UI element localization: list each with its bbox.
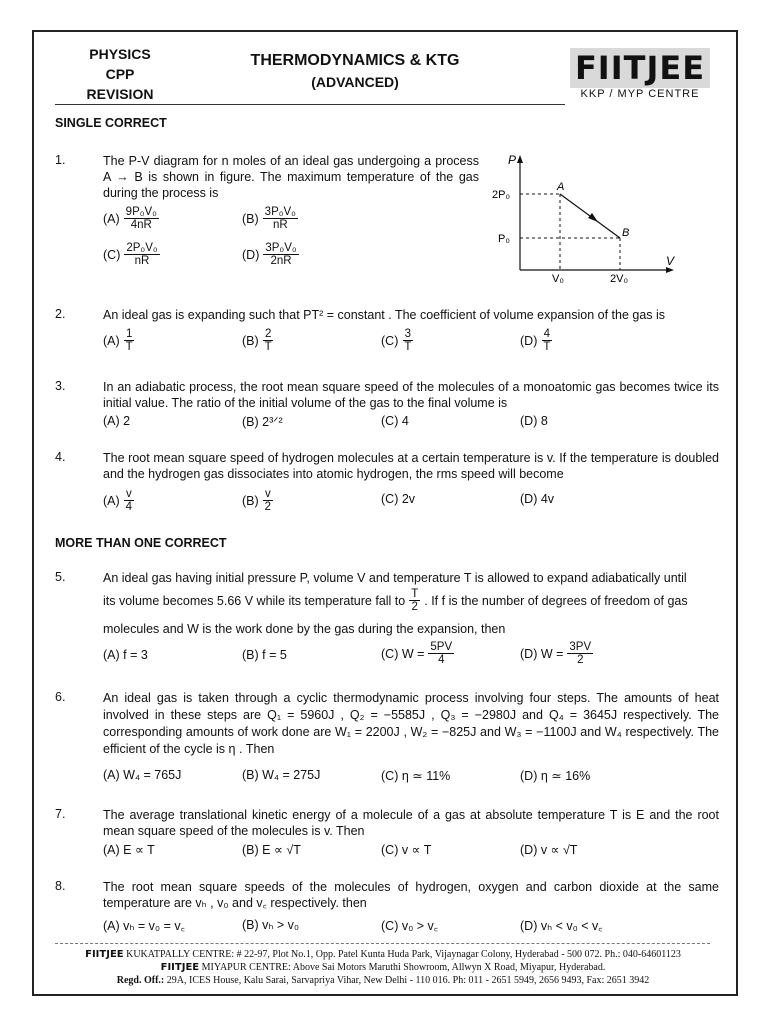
title-block (210, 52, 500, 90)
q4-number: 4. (55, 450, 66, 464)
q5-option-c: (C) W = $\frac{5PV}{4}$ (381, 641, 453, 666)
q4-option-a: (A) $\frac{v}{4}$ (103, 488, 133, 513)
label-2v0: 2V₀ (610, 273, 629, 285)
q1-text: The P-V diagram for n moles of an ideal gas undergoing a process A → B is shown in figure. The maximum temperature of the gas during the process is (103, 154, 479, 200)
q5-text-line3: molecules and W is the work done by the gas during the expansion, then (103, 622, 506, 636)
fiitjee-logo: FIITJEE (570, 48, 710, 88)
q3-number: 3. (55, 379, 66, 393)
label-v0: V₀ (552, 273, 564, 285)
q2-option-a: (A) $\frac{1}{T}$ (103, 328, 133, 353)
q4-option-b: (B) $\frac{v}{2}$ (242, 488, 272, 513)
footer-kukatpally: FIITJEE KUKATPALLY CENTRE: # 22-97, Plot No.1, Opp. Patel Kunta Huda Park, Vijaynagar Colony, Hyderabad - 500 072. Ph.: 040-64601123 (85, 949, 681, 960)
q6-option-c: (C) η ≃ 11% (381, 769, 451, 783)
footer-logo: FIITJEE (85, 949, 124, 960)
q8-option-a: (A) vₕ = v₀ = v꜀ (103, 919, 185, 933)
header-divider (55, 104, 565, 105)
footer-regd-office: Regd. Off.: 29A, ICES House, Kalu Sarai, Sarvapriya Vihar, New Delhi - 110 016. Ph: 011 - 2651 5949, 2656 9493, Fax: 2651 3942 (116, 975, 650, 986)
q6-number: 6. (55, 690, 66, 704)
q6-text: An ideal gas is taken through a cyclic thermodynamic process involving four steps. The amounts of heat involved in these steps are Q₁ = 5960J , Q₂ = −5585J , Q₃ = −2980J and Q₄ = 3645J respectively. The corresponding amounts of work done are W₁ = 2200J , W₂ = −825J and W₃ = −1100J and W₄ respectively. The efficient of the cycle is η . Then (103, 691, 719, 756)
q8-text: The root mean square speeds of the molecules of hydrogen, oxygen and carbon dioxide at the same temperature are vₕ , v₀ and v꜀ respectively. then (103, 880, 719, 910)
q4-option-c: (C) 2v (381, 492, 416, 506)
q6-option-b: (B) W₄ = 275J (242, 768, 321, 782)
q5-option-a: (A) f = 3 (103, 648, 148, 662)
q7-option-a: (A) E ∝ T (103, 843, 155, 857)
label-p0: P₀ (498, 233, 510, 245)
q5-text-line2: its volume becomes 5.66 V while its temperature fall to $\frac{T}{2}$ . If f is the number of degrees of freedom of gas (103, 588, 688, 613)
q2-number: 2. (55, 307, 66, 321)
subject: PHYSICS (89, 46, 151, 62)
q6-option-d: (D) η ≃ 16% (520, 769, 591, 783)
q1-option-d: (D) $\frac{\text{3P₀V₀}}{2nR}$ (242, 242, 297, 267)
q5-text-line1: An ideal gas having initial pressure P, volume V and temperature T is allowed to expand adiabatically until (103, 571, 687, 585)
label-v: V (666, 254, 675, 268)
q8-option-d: (D) vₕ < v₀ < v꜀ (520, 919, 603, 933)
paper-stage: REVISION (86, 86, 154, 102)
page-subtitle: (ADVANCED) (311, 74, 399, 90)
q8-option-b: (B) vₕ > v₀ (242, 918, 300, 932)
q2-option-c: (C) $\frac{3}{T}$ (381, 328, 412, 353)
q3-option-d: (D) 8 (520, 414, 548, 428)
q2-option-b: (B) $\frac{2}{T}$ (242, 328, 272, 353)
section-single-correct: SINGLE CORRECT (55, 116, 167, 130)
label-a: A (557, 181, 565, 193)
q5-option-b: (B) f = 5 (242, 648, 287, 662)
q7-option-b: (B) E ∝ √T (242, 843, 301, 857)
p-axis-arrow (517, 155, 523, 163)
page-title: THERMODYNAMICS & KTG (250, 52, 460, 69)
q2-text: An ideal gas is expanding such that PT² = constant . The coefficient of volume expansion of the gas is (103, 308, 666, 322)
q7-text: The average translational kinetic energy of a molecule of a gas at absolute temperature T is E and the root mean square speed of the molecules is v. Then (103, 808, 719, 838)
q5-option-d: (D) W = $\frac{3PV}{2}$ (520, 641, 592, 666)
q4-option-d: (D) 4v (520, 492, 555, 506)
subject-block (60, 44, 180, 104)
footer-logo-2: FIITJEE (160, 962, 200, 973)
q1-option-b: (B) $\frac{\text{3P₀V₀}}{nR}$ (242, 206, 296, 231)
q8-number: 8. (55, 879, 66, 893)
q3-text: In an adiabatic process, the root mean square speed of the molecules of a monoatomic gas becomes twice its initial value. The ratio of the initial volume of the gas to the final volume is (103, 380, 719, 410)
q7-number: 7. (55, 807, 66, 821)
q7-option-c: (C) v ∝ T (381, 843, 432, 857)
process-arrow (588, 213, 598, 222)
q5-number: 5. (55, 570, 66, 584)
q4-text: The root mean square speed of hydrogen molecules at a certain temperature is v. If the temperature is doubled and the hydrogen gas dissociates into atomic hydrogen, the rms speed will become (103, 451, 719, 481)
q3-option-a: (A) 2 (103, 414, 131, 428)
label-2p0: 2P₀ (492, 189, 511, 201)
label-b: B (622, 227, 630, 239)
q6-option-a: (A) W₄ = 765J (103, 768, 182, 782)
q1-option-c: (C) $\frac{\text{2P₀V₀}}{nR}$ (103, 242, 158, 267)
q3-option-c: (C) 4 (381, 414, 409, 428)
q8-option-c: (C) v₀ > v꜀ (381, 919, 439, 933)
section-more-than-one: MORE THAN ONE CORRECT (55, 536, 227, 550)
label-p: P (508, 153, 517, 167)
q3-option-b: (B) 2³ᐟ² (242, 415, 283, 429)
pv-diagram (490, 150, 690, 285)
centre-label: KKP / MYP CENTRE (580, 88, 700, 100)
q2-option-d: (D) $\frac{4}{T}$ (520, 328, 551, 353)
footer-miyapur: FIITJEE MIYAPUR CENTRE: Above Sai Motors Maruthi Showroom, Allwyn X Road, Miyapur, Hyderabad. (160, 962, 606, 973)
footer-divider (55, 943, 710, 944)
paper-type: CPP (105, 66, 135, 82)
q1-number: 1. (55, 153, 66, 167)
q7-option-d: (D) v ∝ √T (520, 843, 578, 857)
q1-option-a: (A) $\frac{\text{9P₀V₀}}{4nR}$ (103, 206, 157, 231)
